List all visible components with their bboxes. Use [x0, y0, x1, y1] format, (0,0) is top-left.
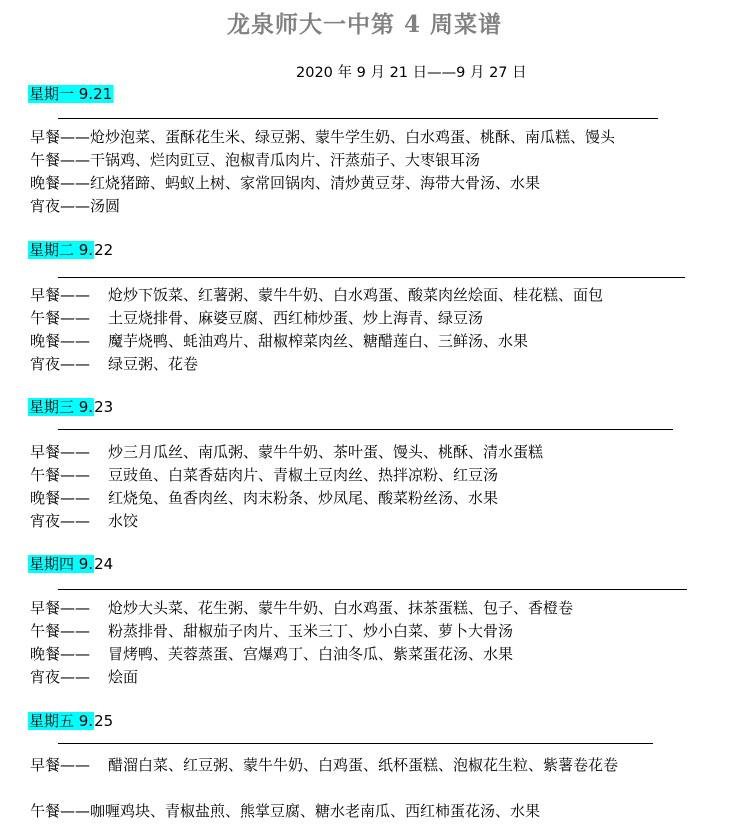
meal-lunch	[30, 800, 540, 822]
meal-breakfast	[30, 441, 543, 463]
day-label-text: 星期一 9.21	[29, 85, 113, 103]
day-label-thursday	[28, 553, 113, 575]
meal-name: 晚餐——	[30, 489, 91, 507]
meal-items: 烩面	[108, 668, 139, 686]
meal-name: 晚餐——	[30, 332, 91, 350]
meal-breakfast	[30, 754, 678, 776]
day-label-friday	[28, 710, 113, 732]
meal-late-night	[30, 666, 138, 688]
meal-name: 午餐——	[30, 151, 91, 169]
meal-lunch	[30, 307, 483, 329]
meal-items: 炝炒大头菜、花生粥、蒙牛牛奶、白水鸡蛋、抹茶蛋糕、包子、香橙卷	[108, 599, 574, 617]
day-label-tail: 23	[94, 398, 114, 416]
section-rule	[58, 118, 658, 119]
section-rule	[58, 277, 685, 278]
meal-name: 午餐——	[30, 622, 91, 640]
meal-lunch	[30, 464, 498, 486]
day-label-tail: 25	[94, 712, 114, 730]
meal-name: 午餐——	[30, 802, 91, 820]
day-label-tuesday	[28, 239, 113, 261]
day-label-tail: 24	[94, 555, 114, 573]
meal-items: 炝炒下饭菜、红薯粥、蒙牛牛奶、白水鸡蛋、酸菜肉丝烩面、桂花糕、面包	[108, 286, 604, 304]
day-label-text: 星期二 9.	[29, 241, 94, 259]
meal-items: 冒烤鸭、芙蓉蒸蛋、宫爆鸡丁、白油冬瓜、紫菜蛋花汤、水果	[108, 645, 514, 663]
meal-items: 绿豆粥、花卷	[108, 355, 199, 373]
meal-name: 午餐——	[30, 309, 91, 327]
meal-name: 早餐——	[30, 443, 91, 461]
section-rule	[58, 743, 653, 744]
day-label-text: 星期五 9.	[29, 712, 94, 730]
meal-name: 早餐——	[30, 756, 91, 774]
date-range: 2020 年 9 月 21 日——9 月 27 日	[296, 65, 527, 81]
meal-items: 魔芋烧鸭、蚝油鸡片、甜椒榨菜肉丝、糖醋莲白、三鲜汤、水果	[108, 332, 529, 350]
meal-dinner	[30, 172, 540, 194]
meal-name: 午餐——	[30, 466, 91, 484]
meal-breakfast	[30, 284, 603, 306]
meal-items: 炝炒泡菜、蛋酥花生米、绿豆粥、蒙牛学生奶、白水鸡蛋、桃酥、南瓜糕、馒头	[90, 128, 616, 146]
meal-name: 早餐——	[30, 286, 91, 304]
meal-dinner	[30, 330, 528, 352]
day-label-wednesday	[28, 396, 113, 418]
meal-name: 宵夜——	[30, 668, 91, 686]
meal-late-night	[30, 195, 120, 217]
meal-breakfast	[30, 126, 615, 148]
meal-items: 醋溜白菜、红豆粥、蒙牛牛奶、白鸡蛋、纸杯蛋糕、泡椒花生粒、紫薯卷花卷	[108, 756, 619, 774]
meal-dinner	[30, 643, 513, 665]
day-label-text: 星期四 9.	[29, 555, 94, 573]
meal-items: 干锅鸡、烂肉豇豆、泡椒青瓜肉片、汗蒸茄子、大枣银耳汤	[90, 151, 481, 169]
meal-late-night	[30, 353, 198, 375]
section-rule	[58, 429, 673, 430]
meal-name: 宵夜——	[30, 355, 91, 373]
meal-late-night	[30, 510, 138, 532]
day-label-tail: 22	[94, 241, 114, 259]
meal-breakfast	[30, 597, 573, 619]
menu-title: 龙泉师大一中第 4 周菜谱	[226, 11, 503, 38]
meal-lunch	[30, 620, 513, 642]
meal-items: 水饺	[108, 512, 139, 530]
day-label-monday	[28, 83, 113, 105]
meal-items: 炒三月瓜丝、南瓜粥、蒙牛牛奶、茶叶蛋、馒头、桃酥、清水蛋糕	[108, 443, 544, 461]
meal-name: 早餐——	[30, 128, 91, 146]
meal-items: 汤圆	[90, 197, 121, 215]
meal-lunch	[30, 149, 480, 171]
meal-items: 豆豉鱼、白菜香菇肉片、青椒土豆肉丝、热拌凉粉、红豆汤	[108, 466, 499, 484]
meal-name: 晚餐——	[30, 645, 91, 663]
day-label-text: 星期三 9.	[29, 398, 94, 416]
meal-name: 晚餐——	[30, 174, 91, 192]
meal-name: 宵夜——	[30, 197, 91, 215]
meal-items: 咖喱鸡块、青椒盐煎、熊掌豆腐、糖水老南瓜、西红柿蛋花汤、水果	[90, 802, 541, 820]
meal-items: 红烧猪蹄、蚂蚁上树、家常回锅肉、清炒黄豆芽、海带大骨汤、水果	[90, 174, 541, 192]
section-rule	[58, 589, 687, 590]
meal-items: 粉蒸排骨、甜椒茄子肉片、玉米三丁、炒小白菜、萝卜大骨汤	[108, 622, 514, 640]
meal-dinner	[30, 487, 498, 509]
meal-name: 早餐——	[30, 599, 91, 617]
meal-items: 土豆烧排骨、麻婆豆腐、西红柿炒蛋、炒上海青、绿豆汤	[108, 309, 484, 327]
meal-name: 宵夜——	[30, 512, 91, 530]
meal-items: 红烧兔、鱼香肉丝、肉末粉条、炒凤尾、酸菜粉丝汤、水果	[108, 489, 499, 507]
